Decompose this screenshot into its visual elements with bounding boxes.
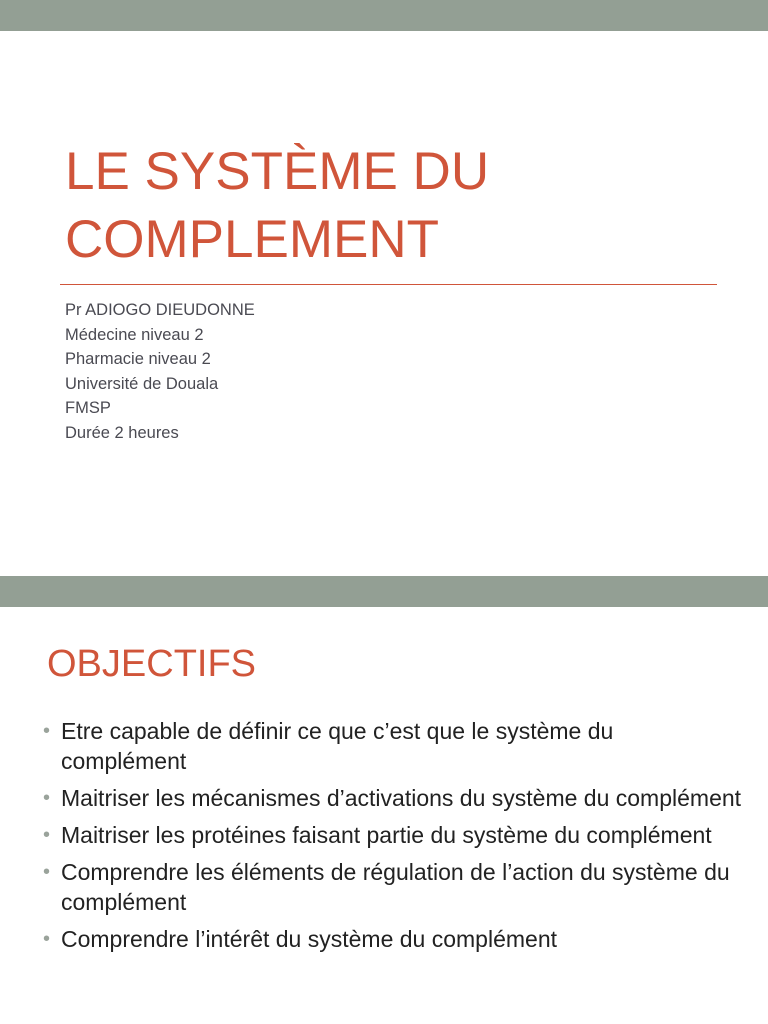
list-item — [43, 783, 743, 813]
subtitle-line-universite: Université de Douala — [65, 374, 219, 393]
objective-text: Comprendre les éléments de régulation de l’action du système du complément — [61, 859, 730, 915]
objective-text: Maitriser les protéines faisant partie du système du complément — [61, 822, 712, 848]
title-divider — [60, 284, 717, 285]
bullet-icon: • — [43, 824, 51, 846]
subtitle-line-duree: Durée 2 heures — [65, 423, 179, 442]
bullet-icon: • — [43, 720, 51, 742]
list-item — [43, 857, 743, 917]
slide-separator-band — [0, 576, 768, 607]
slide1-subtitle — [65, 298, 255, 445]
slide1-title-line1: LE SYSTÈME DU — [65, 142, 490, 201]
objective-text: Comprendre l’intérêt du système du complément — [61, 926, 558, 952]
bullet-icon: • — [43, 861, 51, 883]
objectives-list — [43, 716, 743, 961]
list-item — [43, 820, 743, 850]
bullet-icon: • — [43, 928, 51, 950]
slide1-title — [65, 138, 725, 274]
bullet-icon: • — [43, 787, 51, 809]
subtitle-line-medecine: Médecine niveau 2 — [65, 325, 204, 344]
objective-text: Maitriser les mécanismes d’activations du système du complément — [61, 785, 742, 811]
objective-text: Etre capable de définir ce que c’est que le système du complément — [61, 718, 614, 774]
list-item — [43, 924, 743, 954]
slide2-title: OBJECTIFS — [47, 643, 257, 685]
subtitle-line-author: Pr ADIOGO DIEUDONNE — [65, 301, 255, 319]
slide1-title-line2: COMPLEMENT — [65, 210, 439, 269]
subtitle-line-faculte: FMSP — [65, 399, 111, 417]
subtitle-line-pharmacie: Pharmacie niveau 2 — [65, 350, 211, 368]
list-item — [43, 716, 743, 776]
top-decorative-band — [0, 0, 768, 31]
